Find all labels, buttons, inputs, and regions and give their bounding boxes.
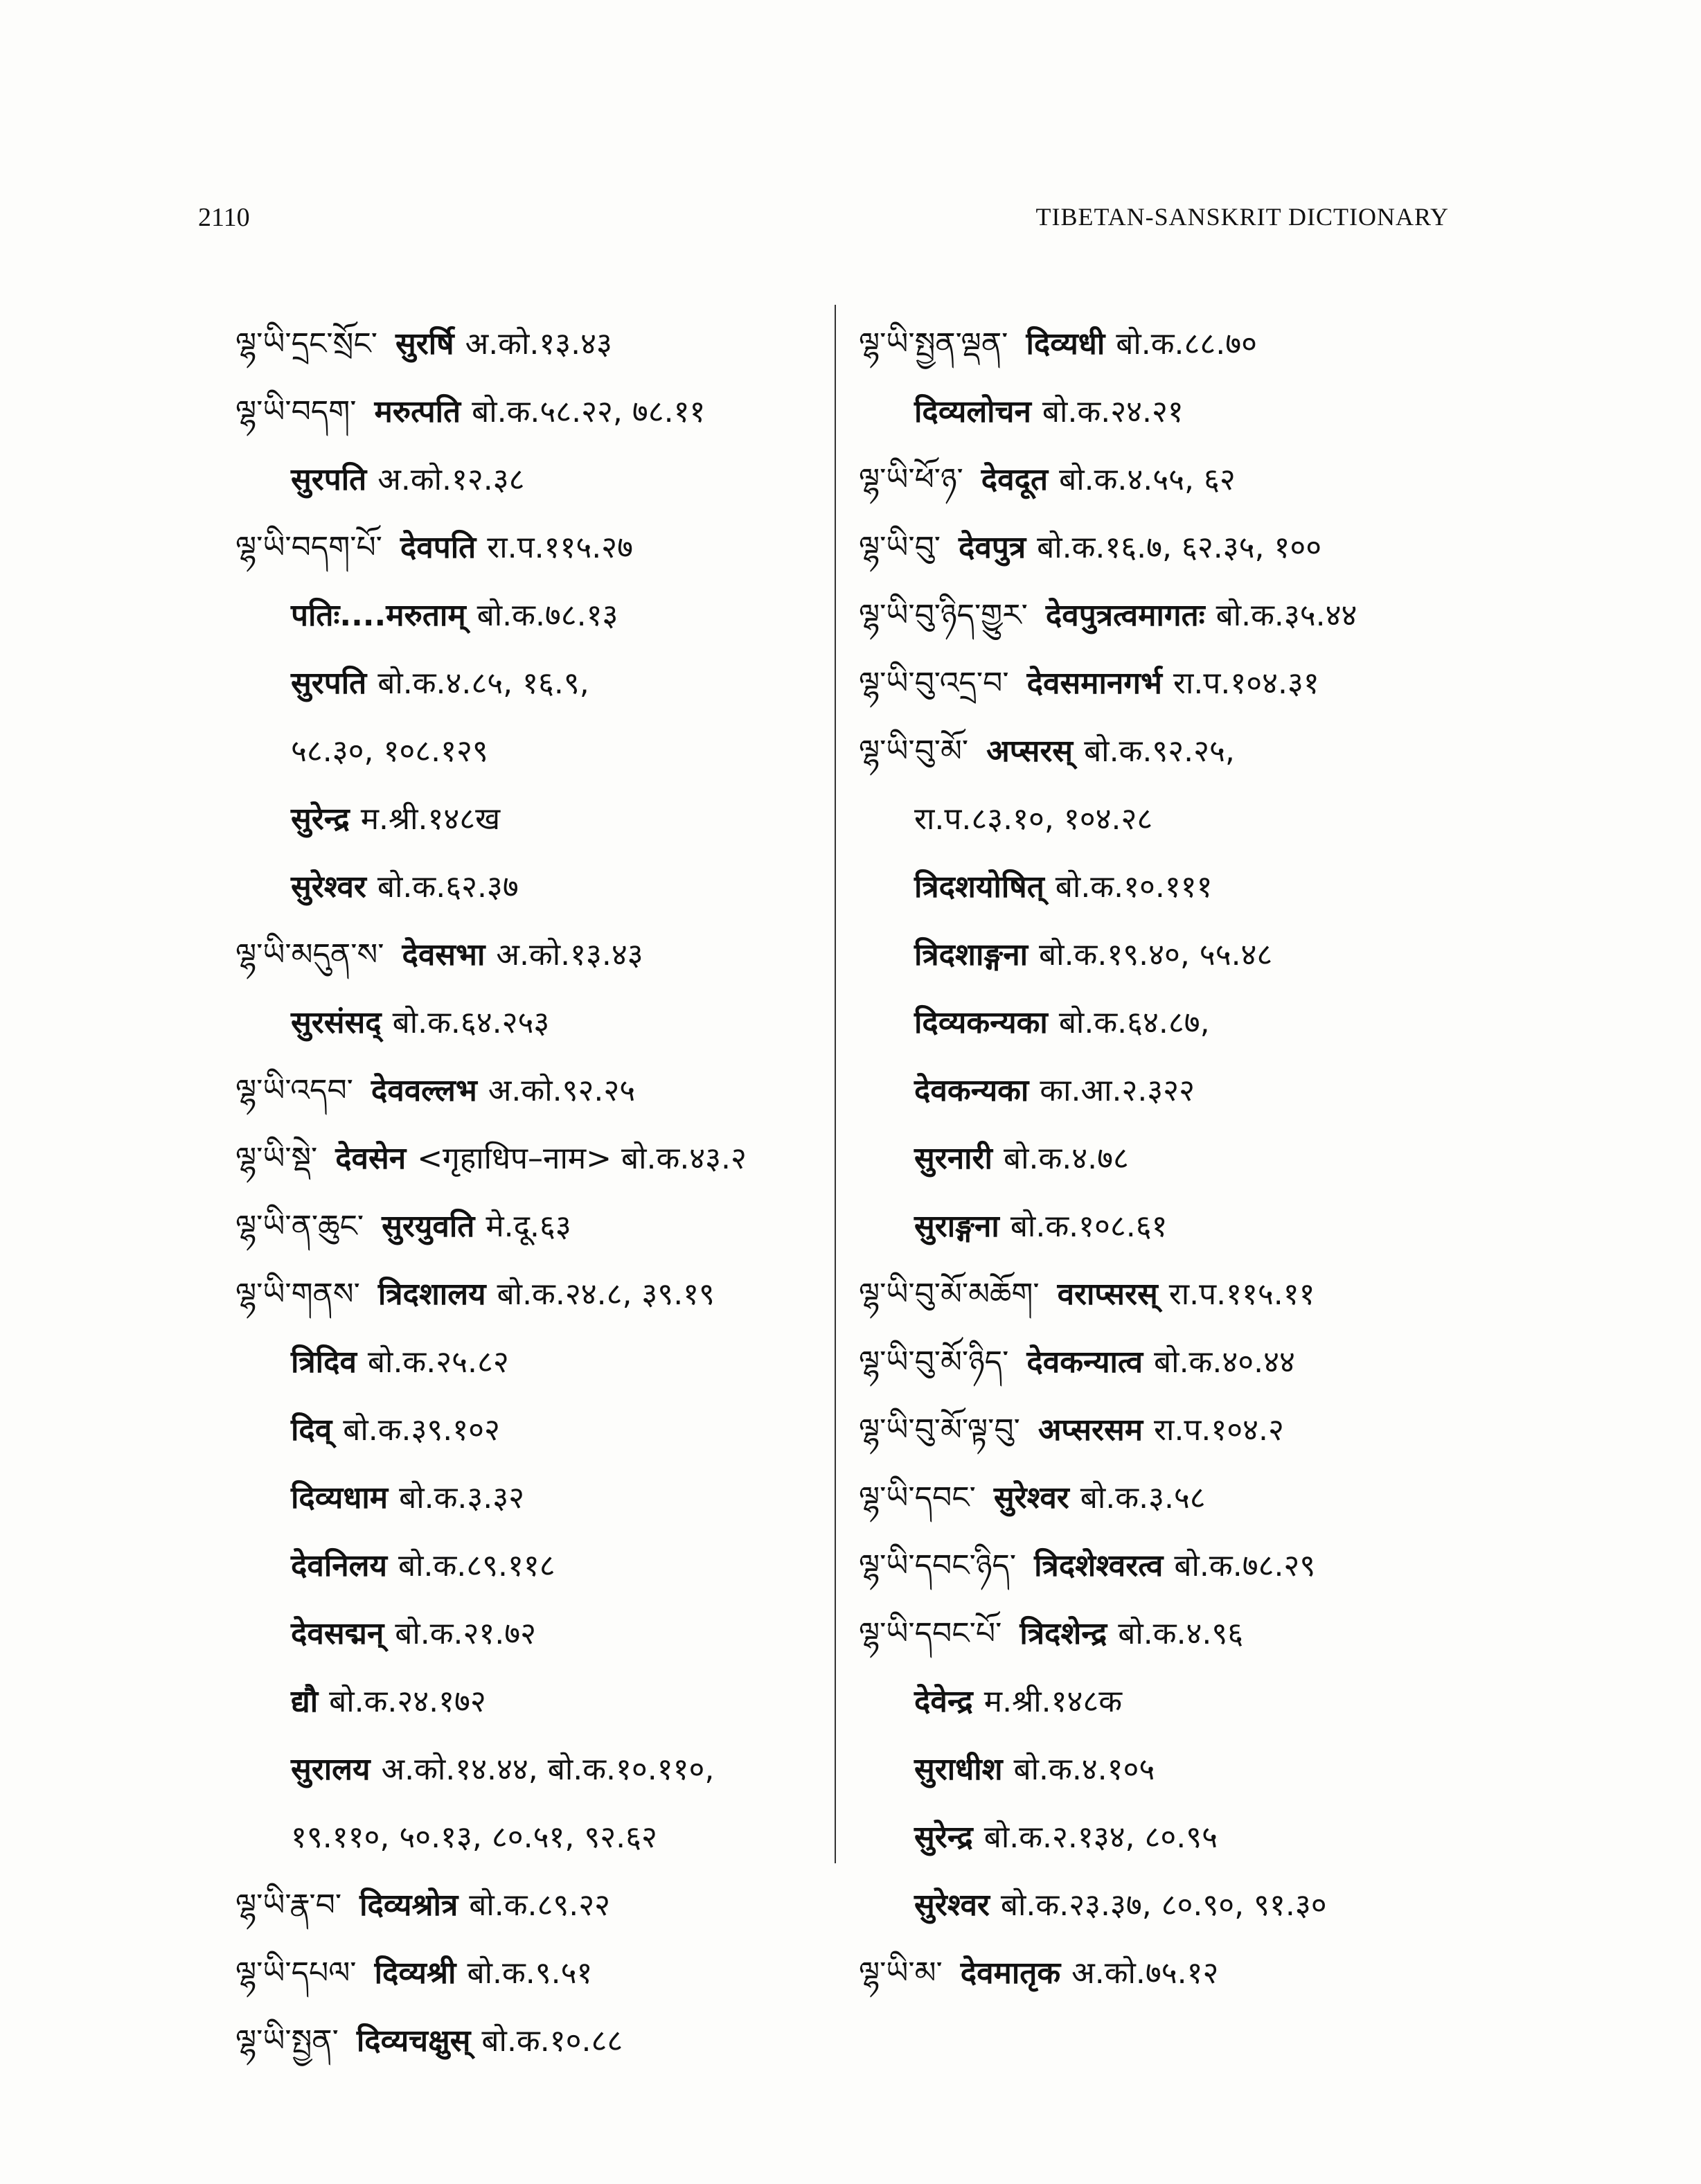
- sanskrit-equivalent: देवदूत: [981, 462, 1049, 497]
- tibetan-headword: ལྷ་ཡི་བུ་འདྲ་བ་: [859, 666, 1009, 701]
- tibetan-headword: ལྷ་ཡི་སྡེ་: [235, 1141, 318, 1176]
- sanskrit-equivalent: देवकन्यका: [914, 1073, 1029, 1108]
- tibetan-headword: ལྷ་ཡི་མ་: [859, 1955, 943, 1991]
- sanskrit-equivalent: देवनिलय: [291, 1548, 387, 1583]
- source-reference: बो.क.८९.११८: [398, 1548, 555, 1583]
- sanskrit-equivalent: देवपति: [400, 530, 477, 565]
- source-reference: बो.क.४.७८: [1003, 1141, 1129, 1176]
- tibetan-headword: ལྷ་ཡི་བུ་མོ་མཆོག་: [859, 1277, 1040, 1312]
- tibetan-headword: ལྷ་ཡི་བུ་: [859, 530, 941, 565]
- dictionary-entry: [859, 1464, 1468, 1532]
- source-reference: बो.क.१६.७, ६२.३५, १००: [1037, 530, 1322, 565]
- dictionary-entry: [235, 921, 831, 989]
- tibetan-headword: ལྷ་ཡི་བུ་མོ་ལྟ་བུ་: [859, 1412, 1020, 1448]
- sanskrit-equivalent: देवसेन: [335, 1141, 407, 1176]
- tibetan-headword: ལྷ་ཡི་སྤྱན་: [235, 2023, 339, 2059]
- source-reference: अ.को.९२.२५: [488, 1073, 636, 1108]
- source-reference: बो.क.९.५१: [467, 1955, 593, 1991]
- sanskrit-equivalent: त्रिदशयोषित्: [914, 869, 1044, 905]
- sanskrit-equivalent: देवसभा: [402, 937, 486, 973]
- source-reference: का.आ.२.३२२: [1040, 1073, 1195, 1108]
- source-reference: बो.क.८९.२२: [469, 1888, 611, 1923]
- sanskrit-equivalent: त्रिदशेन्द्र: [1019, 1616, 1107, 1651]
- dictionary-entry: [859, 1939, 1468, 2007]
- entry-continuation: [859, 989, 1468, 1057]
- sanskrit-equivalent: त्रिदिव: [291, 1344, 357, 1380]
- sanskrit-equivalent: दिव्यश्री: [374, 1955, 456, 1991]
- dictionary-entry: [235, 1125, 831, 1193]
- source-reference: बो.क.४.९६: [1118, 1616, 1244, 1651]
- dictionary-entry: [235, 1939, 831, 2007]
- dictionary-entry: [235, 1872, 831, 1939]
- entry-continuation: [859, 1872, 1468, 1939]
- entry-continuation: [235, 446, 831, 514]
- tibetan-headword: ལྷ་ཡི་དབང་པོ་: [859, 1616, 1002, 1651]
- sanskrit-equivalent: द्यौ: [291, 1684, 319, 1719]
- page-number: 2110: [198, 203, 250, 232]
- sanskrit-equivalent: दिव्यश्रोत्र: [359, 1888, 458, 1923]
- source-reference: रा.प.८३.१०, १०४.२८: [914, 801, 1153, 837]
- sanskrit-equivalent: दिव्: [291, 1412, 332, 1448]
- source-reference: बो.क.४.८५, १६.९,: [377, 666, 589, 701]
- sanskrit-equivalent: दिव्यचक्षुस्: [356, 2023, 471, 2059]
- tibetan-headword: ལྷ་ཡི་ན་ཆུང་: [235, 1209, 364, 1244]
- source-reference: बो.क.१९.४०, ५५.४८: [1039, 937, 1273, 973]
- entry-continuation: [859, 1057, 1468, 1125]
- tibetan-headword: ལྷ་ཡི་མདུན་ས་: [235, 937, 384, 973]
- entry-continuation: [235, 582, 831, 650]
- entry-continuation: [859, 1736, 1468, 1804]
- source-reference: <गृहाधिप–नाम> बो.क.४३.२: [417, 1141, 747, 1176]
- entry-continuation: [859, 1193, 1468, 1261]
- sanskrit-equivalent: दिव्यकन्यका: [914, 1005, 1048, 1040]
- tibetan-headword: ལྷ་ཡི་དཔལ་: [235, 1955, 357, 1991]
- sanskrit-equivalent: सुरर्षि: [395, 326, 454, 362]
- dictionary-entry: [235, 1193, 831, 1261]
- source-reference: मे.दू.६३: [486, 1209, 571, 1244]
- entry-continuation: [235, 853, 831, 921]
- sanskrit-equivalent: देवकन्यात्व: [1026, 1344, 1143, 1380]
- column-divider: [835, 305, 836, 1863]
- sanskrit-equivalent: त्रिदशालय: [377, 1277, 486, 1312]
- source-reference: रा.प.१०४.२: [1154, 1412, 1284, 1448]
- tibetan-headword: ལྷ་ཡི་བུ་མོ་ཉིད་: [859, 1344, 1009, 1380]
- sanskrit-equivalent: त्रिदशाङ्गना: [914, 937, 1028, 973]
- source-reference: बो.क.३५.४४: [1215, 598, 1357, 633]
- sanskrit-equivalent: सुरेश्वर: [914, 1888, 990, 1923]
- dictionary-entry: [859, 1532, 1468, 1600]
- entry-continuation: [235, 989, 831, 1057]
- source-reference: ५८.३०, १०८.१२९: [291, 734, 488, 769]
- dictionary-entry: [859, 650, 1468, 718]
- entry-continuation: [235, 1804, 831, 1872]
- entry-continuation: [859, 1125, 1468, 1193]
- tibetan-headword: ལྷ་ཡི་གནས་: [235, 1277, 360, 1312]
- tibetan-headword: ལྷ་ཡི་རྣ་བ་: [235, 1888, 342, 1923]
- sanskrit-equivalent: सुरेश्वर: [291, 869, 366, 905]
- source-reference: बो.क.२३.३७, ८०.९०, ९१.३०: [1000, 1888, 1327, 1923]
- sanskrit-equivalent: सुराधीश: [914, 1752, 1003, 1787]
- entry-continuation: [235, 1329, 831, 1396]
- dictionary-entry: [859, 1261, 1468, 1329]
- entry-continuation: [235, 1600, 831, 1668]
- source-reference: अ.को.१३.४३: [465, 326, 612, 362]
- source-reference: रा.प.११५.११: [1168, 1277, 1315, 1312]
- tibetan-headword: ལྷ་ཡི་འདབ་: [235, 1073, 353, 1108]
- source-reference: बो.क.६२.३७: [377, 869, 519, 905]
- source-reference: बो.क.२१.७२: [395, 1616, 537, 1651]
- source-reference: बो.क.१०.८८: [481, 2023, 623, 2059]
- tibetan-headword: ལྷ་ཡི་དྲང་སྲོང་: [235, 326, 377, 362]
- entry-continuation: [235, 650, 831, 718]
- dictionary-entry: [859, 446, 1468, 514]
- source-reference: बो.क.४०.४४: [1154, 1344, 1295, 1380]
- sanskrit-equivalent: देवपुत्र: [959, 530, 1026, 565]
- source-reference: बो.क.२४.२१: [1042, 394, 1184, 429]
- source-reference: अ.को.१४.४४, बो.क.१०.११०,: [381, 1752, 715, 1787]
- source-reference: बो.क.३.५८: [1080, 1480, 1206, 1516]
- dictionary-entry: [859, 1600, 1468, 1668]
- sanskrit-equivalent: सुरेन्द्र: [291, 801, 350, 837]
- sanskrit-equivalent: पतिः....मरुताम्: [291, 598, 466, 633]
- sanskrit-equivalent: सुराङ्गना: [914, 1209, 999, 1244]
- sanskrit-equivalent: त्रिदशेश्वरत्व: [1034, 1548, 1164, 1583]
- sanskrit-equivalent: सुरेश्वर: [993, 1480, 1069, 1516]
- source-reference: १९.११०, ५०.१३, ८०.५१, ९२.६२: [291, 1820, 657, 1855]
- entry-continuation: [859, 853, 1468, 921]
- sanskrit-equivalent: देवमातृक: [960, 1955, 1061, 1991]
- sanskrit-equivalent: सुरालय: [291, 1752, 371, 1787]
- sanskrit-equivalent: अप्सरस्: [986, 734, 1074, 769]
- sanskrit-equivalent: सुरनारी: [914, 1141, 992, 1176]
- dictionary-entry: [235, 1261, 831, 1329]
- tibetan-headword: ལྷ་ཡི་བུ་མོ་: [859, 734, 969, 769]
- entry-continuation: [859, 921, 1468, 989]
- source-reference: बो.क.६४.८७,: [1058, 1005, 1210, 1040]
- tibetan-headword: ལྷ་ཡི་བདག་པོ་: [235, 530, 382, 565]
- source-reference: अ.को.७५.१२: [1071, 1955, 1219, 1991]
- sanskrit-equivalent: दिव्यधी: [1026, 326, 1105, 362]
- source-reference: बो.क.५८.२२, ७८.११: [472, 394, 706, 429]
- tibetan-headword: ལྷ་ཡི་དབང་ཉིད་: [859, 1548, 1017, 1583]
- entry-continuation: [859, 1668, 1468, 1736]
- dictionary-entry: [235, 2007, 831, 2075]
- tibetan-headword: ལྷ་ཡི་དབང་: [859, 1480, 976, 1516]
- entry-continuation: [235, 785, 831, 853]
- dictionary-entry: [235, 378, 831, 446]
- source-reference: अ.को.१२.३८: [377, 462, 525, 497]
- source-reference: बो.क.१०.१११: [1055, 869, 1213, 905]
- sanskrit-equivalent: सुरेन्द्र: [914, 1820, 973, 1855]
- entry-continuation: [859, 378, 1468, 446]
- dictionary-entry: [859, 718, 1468, 785]
- source-reference: म.श्री.१४८ख: [360, 801, 501, 837]
- sanskrit-equivalent: सुरसंसद्: [291, 1005, 382, 1040]
- sanskrit-equivalent: दिव्यधाम: [291, 1480, 389, 1516]
- dictionary-entry: [235, 514, 831, 582]
- sanskrit-equivalent: सुरयुवति: [382, 1209, 475, 1244]
- source-reference: बो.क.२.१३४, ८०.९५: [983, 1820, 1218, 1855]
- source-reference: बो.क.९२.२५,: [1084, 734, 1235, 769]
- source-reference: रा.प.११५.२७: [487, 530, 633, 565]
- source-reference: बो.क.२४.८, ३९.१९: [497, 1277, 715, 1312]
- entry-continuation: [235, 1464, 831, 1532]
- dictionary-entry: [859, 1396, 1468, 1464]
- running-title: TIBETAN-SANSKRIT DICTIONARY: [1035, 203, 1449, 231]
- source-reference: बो.क.४.१०५: [1013, 1752, 1155, 1787]
- sanskrit-equivalent: सुरपति: [291, 462, 367, 497]
- dictionary-entry: [235, 310, 831, 378]
- dictionary-entry: [235, 1057, 831, 1125]
- entry-continuation: [235, 718, 831, 785]
- dictionary-entry: [859, 582, 1468, 650]
- sanskrit-equivalent: वराप्सरस्: [1057, 1277, 1158, 1312]
- sanskrit-equivalent: सुरपति: [291, 666, 367, 701]
- sanskrit-equivalent: देववल्लभ: [371, 1073, 477, 1108]
- sanskrit-equivalent: देवसमानगर्भ: [1026, 666, 1162, 701]
- source-reference: बो.क.४.५५, ६२: [1059, 462, 1236, 497]
- sanskrit-equivalent: मरुत्पति: [374, 394, 461, 429]
- source-reference: बो.क.८८.७०: [1116, 326, 1258, 362]
- tibetan-headword: ལྷ་ཡི་བུ་ཉིད་གྱུར་: [859, 598, 1028, 633]
- entry-continuation: [859, 785, 1468, 853]
- tibetan-headword: ལྷ་ཡི་སྤྱན་ལྡན་: [859, 326, 1008, 362]
- dictionary-entry: [859, 1329, 1468, 1396]
- source-reference: बो.क.७८.१३: [477, 598, 618, 633]
- tibetan-headword: ལྷ་ཡི་ཕོ་ཉ་: [859, 462, 963, 497]
- source-reference: बो.क.३.३२: [399, 1480, 525, 1516]
- dictionary-entry: [859, 514, 1468, 582]
- source-reference: बो.क.२५.८२: [367, 1344, 509, 1380]
- entry-continuation: [235, 1532, 831, 1600]
- sanskrit-equivalent: देवपुत्रत्वमागतः: [1045, 598, 1205, 633]
- source-reference: म.श्री.१४८क: [983, 1684, 1123, 1719]
- source-reference: बो.क.३९.१०२: [343, 1412, 500, 1448]
- right-column: [859, 310, 1468, 2007]
- sanskrit-equivalent: देवेन्द्र: [914, 1684, 973, 1719]
- sanskrit-equivalent: देवसद्मन्: [291, 1616, 384, 1651]
- sanskrit-equivalent: अप्सरसम: [1037, 1412, 1143, 1448]
- tibetan-headword: ལྷ་ཡི་བདག་: [235, 394, 357, 429]
- source-reference: बो.क.२४.१७२: [329, 1684, 486, 1719]
- source-reference: रा.प.१०४.३१: [1173, 666, 1319, 701]
- left-column: [235, 310, 831, 2075]
- entry-continuation: [235, 1668, 831, 1736]
- entry-continuation: [235, 1736, 831, 1804]
- source-reference: बो.क.७८.२९: [1174, 1548, 1316, 1583]
- sanskrit-equivalent: दिव्यलोचन: [914, 394, 1031, 429]
- source-reference: बो.क.१०८.६१: [1010, 1209, 1168, 1244]
- source-reference: बो.क.६४.२५३: [392, 1005, 550, 1040]
- entry-continuation: [859, 1804, 1468, 1872]
- dictionary-entry: [859, 310, 1468, 378]
- source-reference: अ.को.१३.४३: [496, 937, 643, 973]
- entry-continuation: [235, 1396, 831, 1464]
